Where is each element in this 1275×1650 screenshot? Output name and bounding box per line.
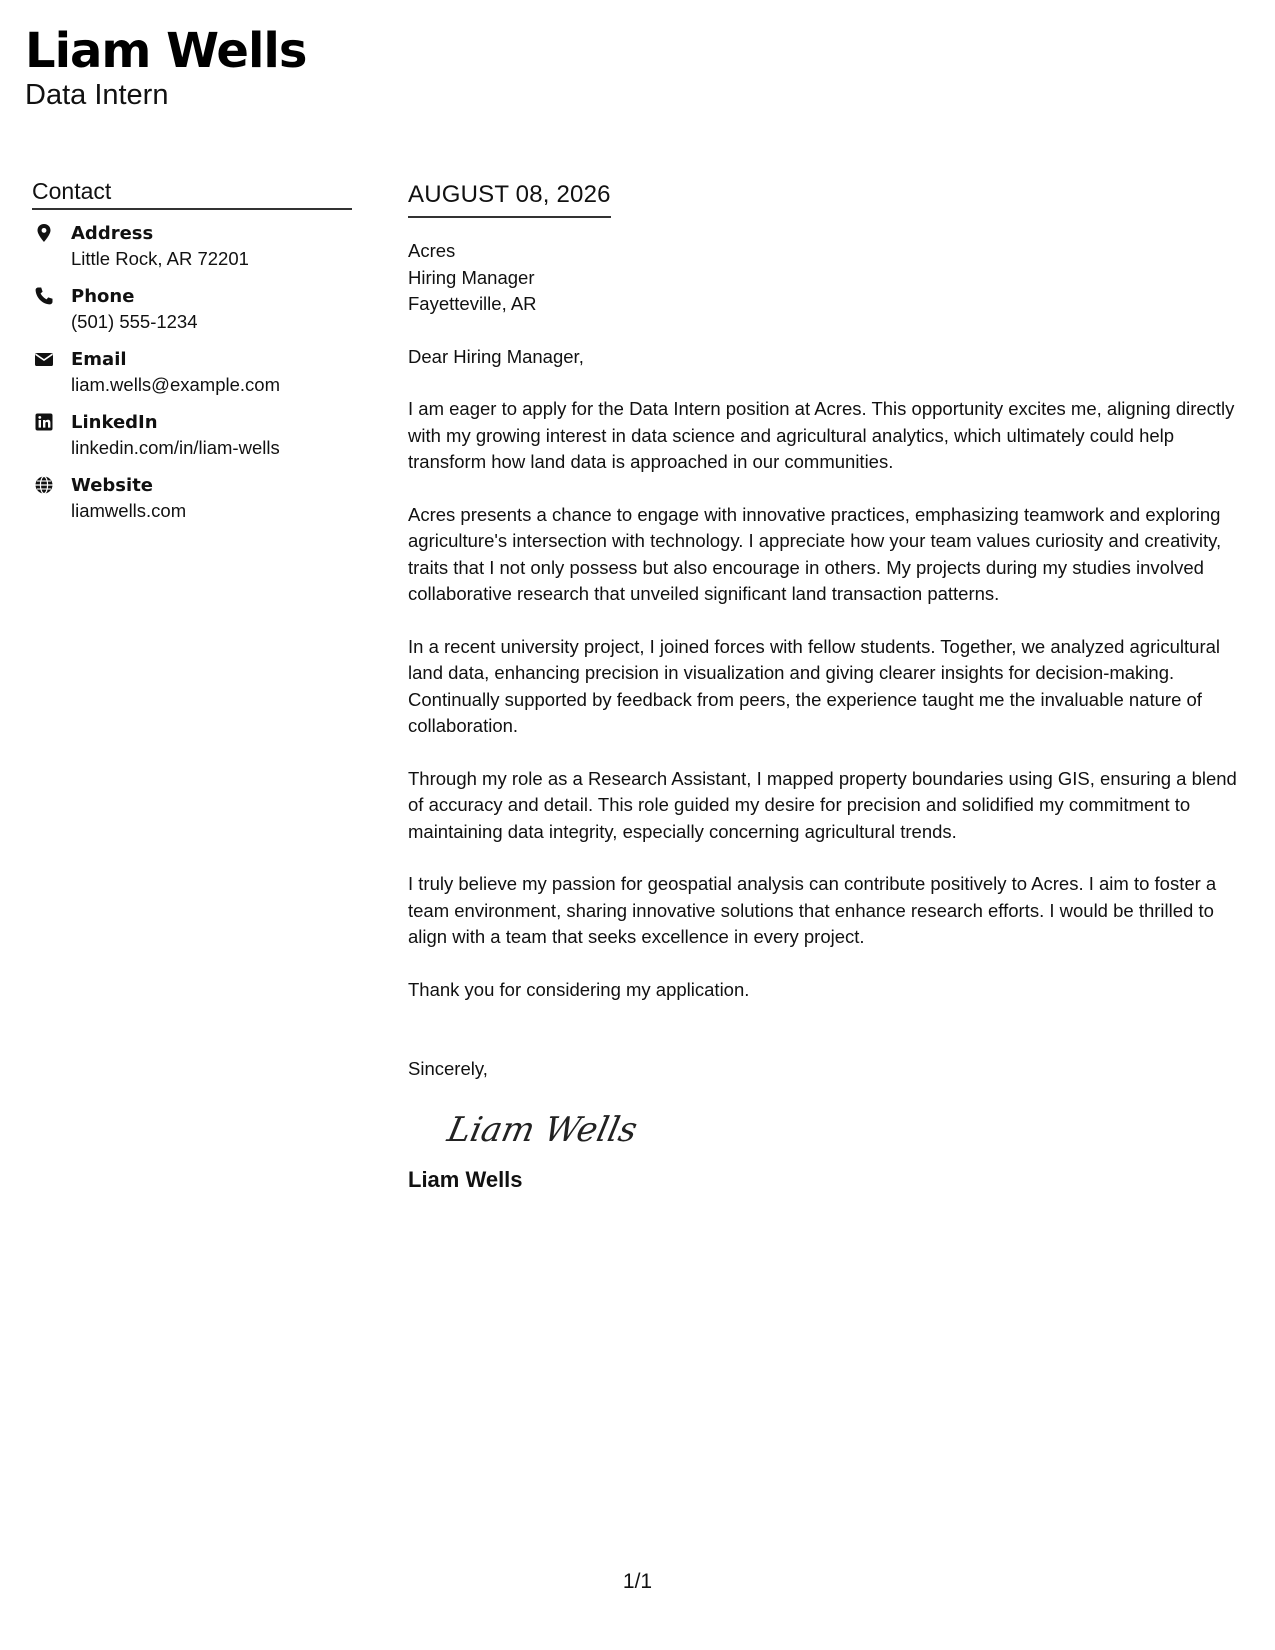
globe-icon bbox=[34, 475, 54, 495]
contact-heading: Contact bbox=[32, 176, 352, 210]
envelope-icon bbox=[34, 349, 54, 369]
signature-glyphs: Liam Wells bbox=[444, 1109, 641, 1150]
contact-item-phone bbox=[32, 284, 352, 347]
contact-label: Website bbox=[71, 475, 154, 496]
body-paragraph: I am eager to apply for the Data Intern position at Acres. This opportunity excites me, aligning directly with my growing interest in data science and agricultural analytics, which ultimately could help transform how land data is approached in our communities. bbox=[408, 398, 1235, 472]
letter-body bbox=[408, 178, 1248, 1195]
recipient-title: Hiring Manager bbox=[408, 266, 535, 288]
contact-sidebar bbox=[32, 176, 352, 536]
map-pin-icon bbox=[34, 223, 54, 243]
contact-label: Email bbox=[71, 349, 127, 370]
signoff: Sincerely, bbox=[408, 1058, 488, 1079]
contact-label: Phone bbox=[71, 286, 135, 307]
contact-item-website bbox=[32, 473, 352, 536]
signer-name: Liam Wells bbox=[408, 1166, 523, 1192]
contact-value: liamwells.com bbox=[71, 500, 187, 521]
contact-item-address bbox=[32, 221, 352, 284]
closing-thanks: Thank you for considering my application. bbox=[408, 978, 750, 1000]
page-number: 1/1 bbox=[622, 1570, 653, 1593]
contact-value: Little Rock, AR 72201 bbox=[71, 248, 249, 269]
body-paragraph: I truly believe my passion for geospatial analysis can contribute positively to Acres. I aim to foster a team environment, sharing innovative solutions that enhance research efforts. I would be thrilled to align with a team that seeks excellence in every project. bbox=[408, 873, 1217, 947]
recipient-block bbox=[408, 238, 1248, 318]
applicant-job-title: Data Intern bbox=[25, 79, 169, 111]
contact-item-linkedin bbox=[32, 410, 352, 473]
recipient-location: Fayetteville, AR bbox=[408, 293, 537, 314]
salutation: Dear Hiring Manager, bbox=[408, 345, 584, 367]
contact-value: (501) 555-1234 bbox=[71, 311, 198, 332]
handwritten-signature bbox=[444, 1103, 644, 1155]
contact-item-email bbox=[32, 347, 352, 410]
letter-date: AUGUST 08, 2026 bbox=[408, 178, 611, 218]
body-paragraph: Through my role as a Research Assistant, I mapped property boundaries using GIS, ensuring a blend of accuracy and detail. This role guided my desire for precision and solidified my commitment to maintaining data integrity, especially concerning agricultural trends. bbox=[408, 767, 1237, 842]
contact-value: linkedin.com/in/liam-wells bbox=[71, 437, 280, 458]
applicant-name: Liam Wells bbox=[25, 23, 307, 79]
contact-value: liam.wells@example.com bbox=[71, 374, 280, 395]
linkedin-icon bbox=[34, 412, 54, 432]
body-paragraph: In a recent university project, I joined forces with fellow students. Together, we analyzed agricultural land data, enhancing precision in visualization and giving clearer insights for decision-making. Continually supported by feedback from peers, the experience taught me the invaluable nature of collaboration. bbox=[408, 635, 1221, 736]
contact-label: LinkedIn bbox=[71, 412, 158, 433]
contact-label: Address bbox=[71, 223, 154, 244]
contact-list bbox=[32, 221, 352, 536]
phone-icon bbox=[34, 286, 54, 306]
letter-header bbox=[25, 22, 306, 112]
body-paragraph: Acres presents a chance to engage with innovative practices, emphasizing teamwork and exploring agriculture's intersection with technology. I appreciate how your team values curiosity and creativity, traits that I not only possess but also encourage in others. My projects during my studies involved collaborative research that unveiled significant land transaction patterns. bbox=[408, 503, 1222, 604]
recipient-company: Acres bbox=[408, 240, 456, 261]
